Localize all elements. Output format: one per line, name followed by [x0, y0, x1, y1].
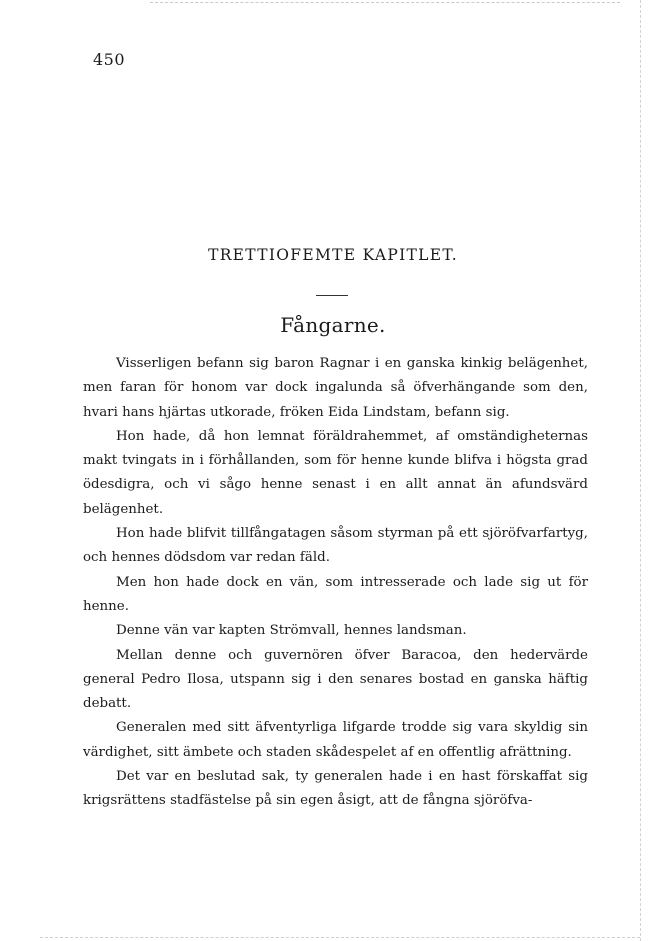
paragraph-4: Men hon hade dock en vän, som intresserade och lade sig ut för henne. [83, 574, 588, 614]
scan-edge-bottom [40, 937, 640, 938]
paragraph-1: Visserligen befann sig baron Ragnar i en ganska kinkig belägenhet, men faran för honom var dock ingalunda så öfverhängande som den, hvari hans hjärtas utkorade, fröken Eida Lindstam, befann sig. [83, 356, 588, 420]
chapter-heading: TRETTIOFEMTE KAPITLET. [208, 246, 458, 264]
paragraph-2: Hon hade, då hon lemnat föräldrahemmet, af omständigheternas makt tvingats in i förhållanden, som för henne kunde blifva i högsta grad ödesdigra, och vi sågo henne senast i en allt annat än afundsvärd belägenhet. [83, 428, 588, 517]
body-text [83, 352, 588, 814]
scan-edge-top [150, 2, 620, 3]
paragraph-6: Mellan denne och guvernören öfver Baracoa, den hedervärde general Pedro Ilosa, utspann sig i den senares bostad en ganska häftig debatt. [83, 647, 588, 712]
paragraph-5: Denne vän var kapten Strömvall, hennes landsman. [116, 623, 467, 639]
section-title: Fångarne. [280, 313, 386, 337]
paragraph-8: Det var en beslutad sak, ty generalen hade i en hast förskaffat sig krigsrättens stadfästelse på sin egen åsigt, att de fångna sjöröfva- [83, 769, 588, 809]
paragraph-7: Generalen med sitt äfventyrliga lifgarde trodde sig vara skyldig sin värdighet, sitt ämbete och staden skådespelet af en offentlig afrättning. [83, 720, 588, 760]
page-number: 450 [93, 50, 126, 69]
paragraph-3: Hon hade blifvit tillfångatagen såsom styrman på ett sjöröfvarfartyg, och hennes dödsdom var redan fäld. [83, 526, 588, 566]
scan-edge-right [640, 0, 641, 941]
heading-divider [316, 295, 348, 296]
